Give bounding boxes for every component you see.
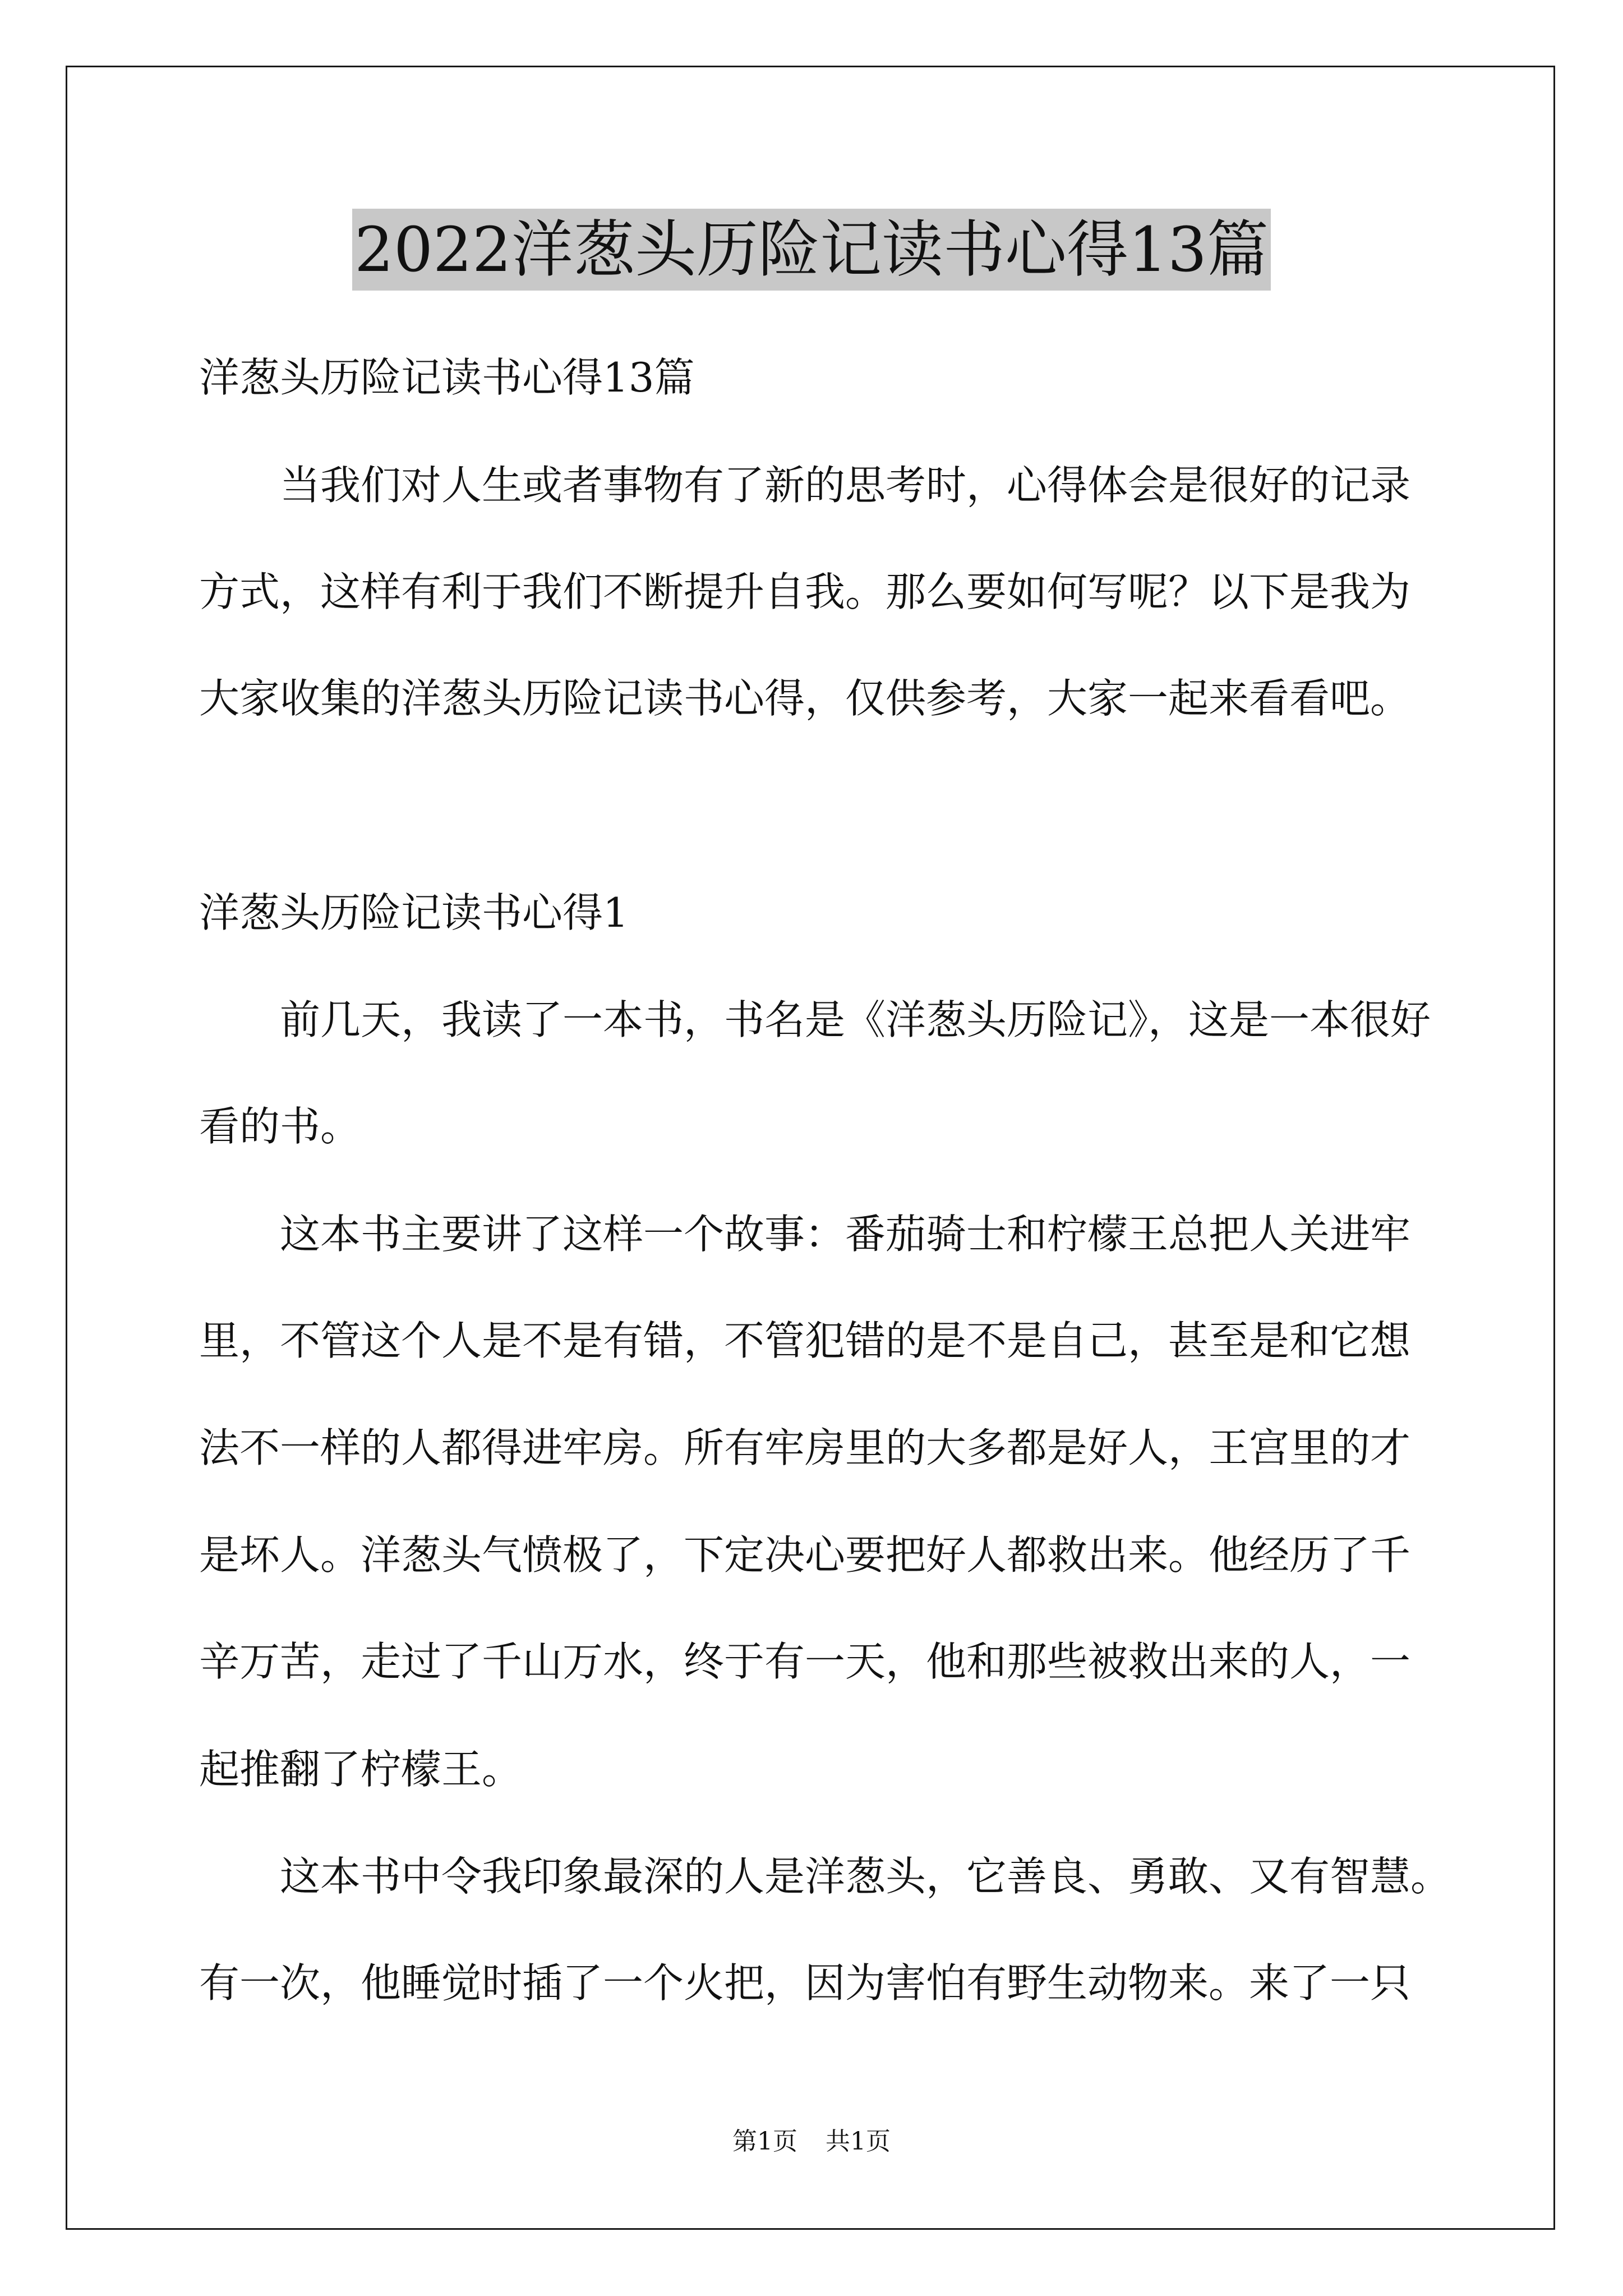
document-title: 2022洋葱头历险记读书心得13篇 [352, 209, 1271, 291]
page-number: 第1页 [732, 2127, 797, 2156]
intro-line: 方式，这样有利于我们不断提升自我。那么要如何写呢？以下是我为 [199, 568, 1411, 615]
document-subtitle: 洋葱头历险记读书心得13篇 [199, 354, 695, 401]
paragraph-line: 看的书。 [199, 1103, 361, 1150]
paragraph-line: 这本书中令我印象最深的人是洋葱头，它善良、勇敢、又有智慧。 [280, 1853, 1451, 1900]
paragraph-line: 前几天，我读了一本书，书名是《洋葱头历险记》，这是一本很好 [280, 996, 1431, 1043]
paragraph-line: 是坏人。洋葱头气愤极了，下定决心要把好人都救出来。他经历了千 [199, 1531, 1411, 1579]
section-heading: 洋葱头历险记读书心得1 [199, 889, 629, 936]
intro-line: 当我们对人生或者事物有了新的思考时，心得体会是很好的记录 [280, 462, 1411, 509]
paragraph-line: 有一次，他睡觉时插了一个火把，因为害怕有野生动物来。来了一只 [199, 1959, 1411, 2007]
paragraph-line: 起推翻了柠檬王。 [199, 1746, 523, 1793]
paragraph-line: 法不一样的人都得进牢房。所有牢房里的大多都是好人，王宫里的才 [199, 1424, 1411, 1471]
page-total: 共1页 [826, 2127, 891, 2156]
title-wrap [0, 209, 1623, 291]
page-footer [0, 2126, 1623, 2157]
intro-line: 大家收集的洋葱头历险记读书心得，仅供参考，大家一起来看看吧。 [199, 675, 1411, 722]
paragraph-line: 辛万苦，走过了千山万水，终于有一天，他和那些被救出来的人，一 [199, 1638, 1411, 1685]
paragraph-line: 里，不管这个人是不是有错，不管犯错的是不是自己，甚至是和它想 [199, 1317, 1411, 1364]
paragraph-line: 这本书主要讲了这样一个故事：番茄骑士和柠檬王总把人关进牢 [280, 1211, 1411, 1258]
